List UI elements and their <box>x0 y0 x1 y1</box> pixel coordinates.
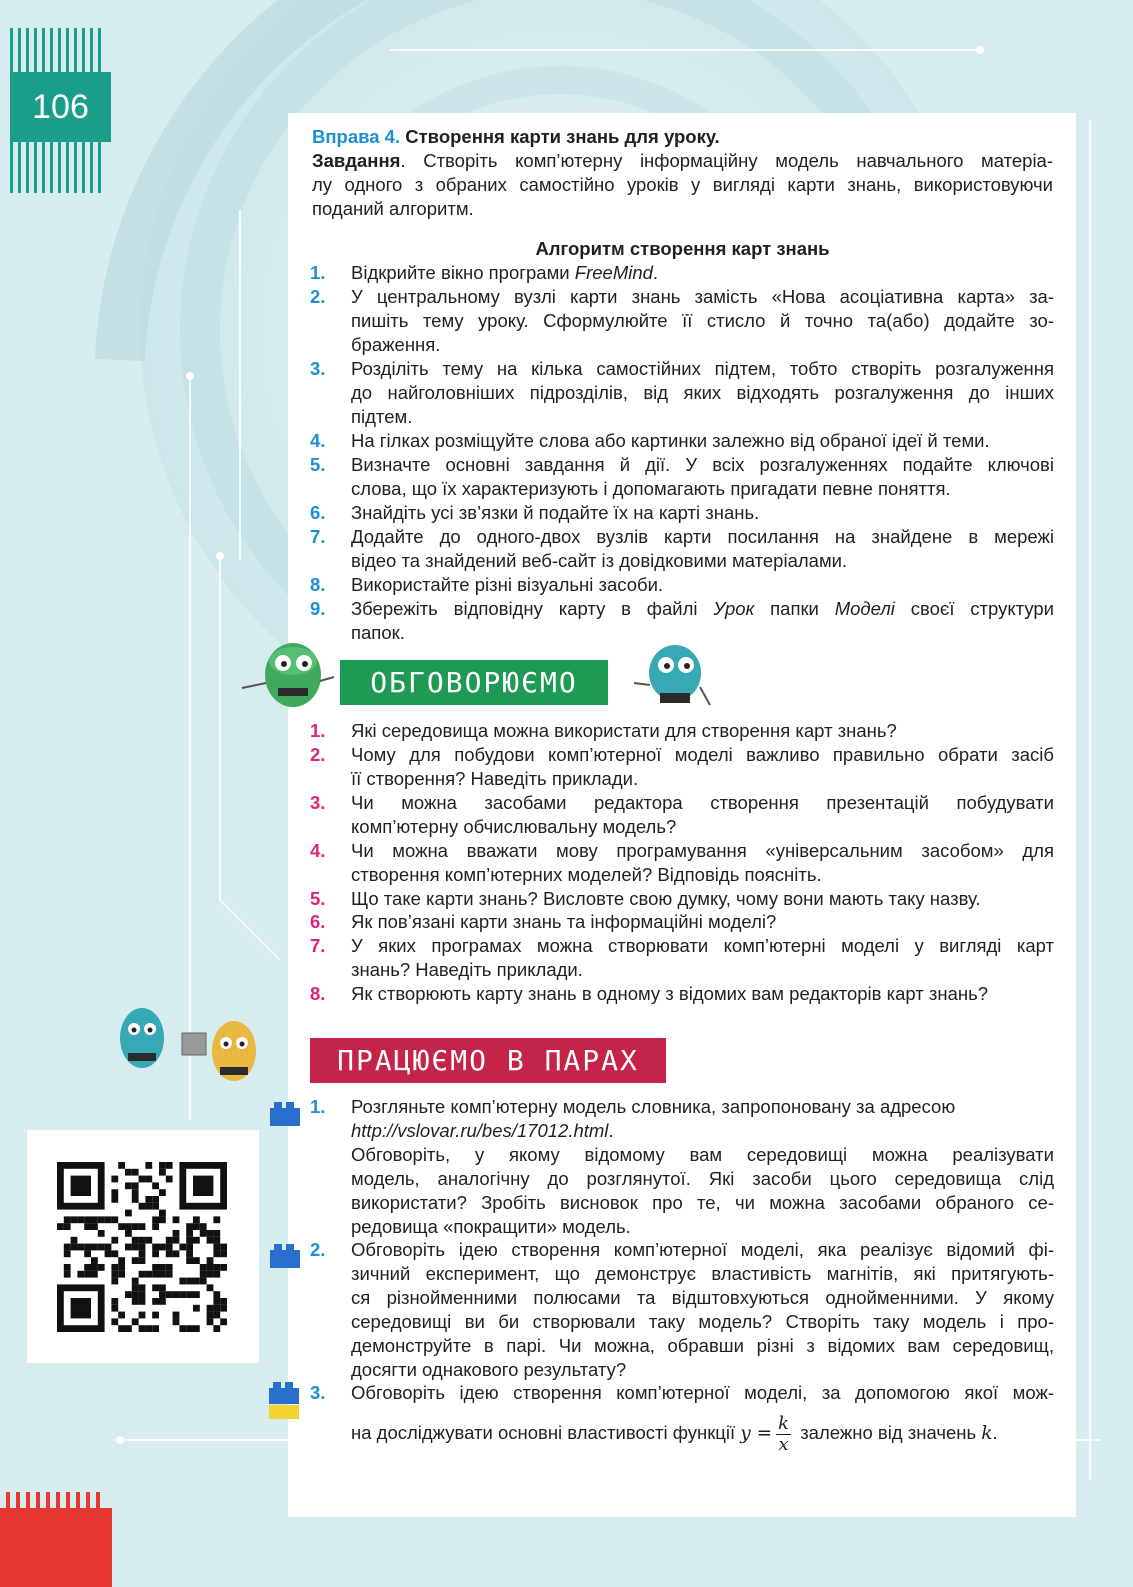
question-number: 8. <box>310 983 326 1004</box>
robot-pair-icon <box>112 1003 272 1093</box>
step-text-part: Збережіть відповідну карту в файлі <box>351 598 714 619</box>
step-text-part: відео та знайдений веб-сайт із довідковими матеріалами. <box>351 550 848 571</box>
question-text: її створення? Наведіть приклади. <box>351 768 639 789</box>
task-text: Розгляньте комп’ютерну модель словника, запропоновану за адресою <box>351 1096 956 1117</box>
task-text: ся різнойменними полюсами та відштовхуються однойменними. У якому <box>351 1287 1054 1308</box>
step-number: 4. <box>310 430 326 451</box>
program-name: FreeMind <box>574 262 653 283</box>
step-text <box>351 261 1054 285</box>
task-text: редовища «покращити» модель. <box>351 1216 631 1237</box>
task-number: 1. <box>310 1096 326 1117</box>
question-number: 4. <box>310 840 326 861</box>
algorithm-title: Алгоритм створення карт знань <box>535 238 830 259</box>
task-text: зичний експеримент, що демонструє властивість магнітів, які притягують- <box>351 1263 1054 1284</box>
question-text: Як створюють карту знань в одному з відомих вам редакторів карт знань? <box>351 983 989 1004</box>
task-text: середовищі ви би створювали таку модель? Створіть таку модель і про- <box>351 1311 1054 1332</box>
step-text-part: Відкрийте вікно програми <box>351 262 575 283</box>
step-text <box>351 285 1054 309</box>
step-text <box>351 477 1054 501</box>
task-formula-line <box>351 1412 1054 1455</box>
question-text: знань? Наведіть приклади. <box>351 959 583 980</box>
formula-fraction <box>776 1414 791 1455</box>
step-text <box>351 429 1054 453</box>
task-text-part: залежно від значень <box>795 1422 982 1443</box>
task-text: Обговоріть ідею створення комп’ютерної моделі, за допомогою якої мож- <box>351 1382 1054 1403</box>
task-label: Завдання <box>312 150 401 171</box>
step-text <box>351 381 1054 405</box>
qr-code-icon <box>27 1130 259 1363</box>
step-text-part: слова, що їх характеризують і допомагають пригадати певне поняття. <box>351 478 951 499</box>
step-text: папок. <box>351 622 405 643</box>
step-text-part: пишіть тему уроку. Сформулюйте її стисло й точно та(або) додайте зо- <box>351 310 1054 331</box>
step-text <box>351 405 1054 429</box>
step-number: 6. <box>310 502 326 523</box>
task-number: 3. <box>310 1382 326 1403</box>
pairs-banner: ПРАЦЮЄМО В ПАРАХ <box>310 1038 666 1083</box>
task-text: демонструйте в парі. Чи можна, обравши різні з відомих вам середовищ, <box>351 1335 1054 1356</box>
discuss-banner: ОБГОВОРЮЄМО <box>340 660 608 705</box>
step-text-part: своєї структури <box>894 598 1054 619</box>
brick-icon-1 <box>268 1098 302 1128</box>
step-text-part: Урок <box>713 598 755 619</box>
step-number: 9. <box>310 598 326 619</box>
step-text <box>351 597 1054 621</box>
robot-green-icon <box>238 633 338 713</box>
step-text <box>351 357 1054 381</box>
step-text-part: Розділіть тему на кілька самостійних підтем, тобто створіть розгалуження <box>351 358 1054 379</box>
step-number: 2. <box>310 286 326 307</box>
step-number: 8. <box>310 574 326 595</box>
step-text <box>351 453 1054 477</box>
step-text-part: У центральному вузлі карти знань замість «Нова асоціативна карта» за- <box>351 286 1054 307</box>
question-number: 1. <box>310 720 326 741</box>
question-number: 6. <box>310 911 326 932</box>
step-text <box>351 309 1054 333</box>
step-text-part: підтем. <box>351 406 413 427</box>
task-text: . Створіть комп’ютерну інформаційну модель навчального матеріа- <box>400 150 1053 171</box>
question-number: 3. <box>310 792 326 813</box>
task-number: 2. <box>310 1239 326 1260</box>
step-text-part: На гілках розміщуйте слова або картинки залежно від обраної ідеї й теми. <box>351 430 990 451</box>
step-number: 7. <box>310 526 326 547</box>
robot-teal-icon <box>630 635 720 715</box>
step-text-part: до найголовніших підрозділів, від яких відходять розгалуження до інших <box>351 382 1054 403</box>
question-text: Чи можна засобами редактора створення презентацій побудувати <box>351 792 1054 813</box>
task-url-line <box>351 1119 1054 1143</box>
task-line-2: лу одного з обраних самостійно уроків у вигляді карти знань, використовуючи <box>312 174 1053 195</box>
step-text-part: Визначте основні завдання й дії. У всіх розгалуженнях подайте ключові <box>351 454 1054 475</box>
brick-icon-2 <box>268 1240 302 1270</box>
step-text <box>351 501 1054 525</box>
formula-lhs: y = <box>740 1423 773 1444</box>
task-text: Обговоріть, у якому відомому вам середовищі можна реалізувати <box>351 1144 1054 1165</box>
question-text: Що таке карти знань? Висловте свою думку, чому вони мають таку назву. <box>351 888 981 909</box>
page-number: 106 <box>32 88 89 126</box>
question-number: 5. <box>310 888 326 909</box>
formula-denominator: x <box>778 1433 789 1455</box>
step-text-part: папки <box>754 598 835 619</box>
step-number: 3. <box>310 358 326 379</box>
step-text-part: Знайдіть усі зв’язки й подайте їх на карті знань. <box>351 502 760 523</box>
variable-k: k <box>981 1423 993 1444</box>
question-text: Які середовища можна використати для створення карт знань? <box>351 720 897 741</box>
exercise-title-text: Створення карти знань для уроку. <box>405 126 720 147</box>
step-text-part: Моделі <box>834 598 895 619</box>
formula-numerator: k <box>778 1412 790 1434</box>
question-text: комп’ютерну обчислювальну модель? <box>351 816 677 837</box>
question-number: 7. <box>310 935 326 956</box>
question-text: У яких програмах можна створювати комп’ютерні моделі у вигляді карт <box>351 935 1054 956</box>
url-tail: . <box>608 1120 614 1141</box>
qr-code-panel <box>27 1130 259 1363</box>
step-text <box>351 549 1054 573</box>
task-text: Обговоріть ідею створення комп’ютерної моделі, яка реалізує відомий фі- <box>351 1239 1054 1260</box>
brick-icon-3 <box>266 1378 302 1422</box>
step-number: 5. <box>310 454 326 475</box>
task-text-end: . <box>992 1422 998 1443</box>
dictionary-link[interactable]: http://vslovar.ru/bes/17012.html <box>351 1120 609 1141</box>
task-text-part: на досліджувати основні властивості функції <box>351 1422 741 1443</box>
step-text-tail: . <box>652 262 659 283</box>
step-text-part: Використайте різні візуальні засоби. <box>351 574 664 595</box>
step-text-part: Додайте до одного-двох вузлів карти посилання на знайдене в мережі <box>351 526 1054 547</box>
question-number: 2. <box>310 744 326 765</box>
step-text <box>351 333 1054 357</box>
task-text: досягти однакового результату? <box>351 1359 627 1380</box>
step-text-part: браження. <box>351 334 441 355</box>
step-text <box>351 573 1054 597</box>
question-text: створення комп’ютерних моделей? Відповідь поясніть. <box>351 864 822 885</box>
task-line-3: поданий алгоритм. <box>312 198 474 219</box>
question-text: Як пов’язані карти знань та інформаційні моделі? <box>351 911 777 932</box>
task-line-1 <box>312 149 1053 173</box>
question-text: Чому для побудови комп’ютерної моделі важливо правильно обрати засіб <box>351 744 1054 765</box>
exercise-title <box>312 125 1052 149</box>
task-text: модель, аналогічну до розглянутої. Які засоби цього середовища слід <box>351 1168 1054 1189</box>
task-text: використати? Зробіть висновок про те, чи можна засобами обраного се- <box>351 1192 1054 1213</box>
step-number: 1. <box>310 262 326 283</box>
exercise-number: Вправа 4. <box>312 126 401 147</box>
question-text: Чи можна вважати мову програмування «універсальним засобом» для <box>351 840 1054 861</box>
step-text <box>351 525 1054 549</box>
